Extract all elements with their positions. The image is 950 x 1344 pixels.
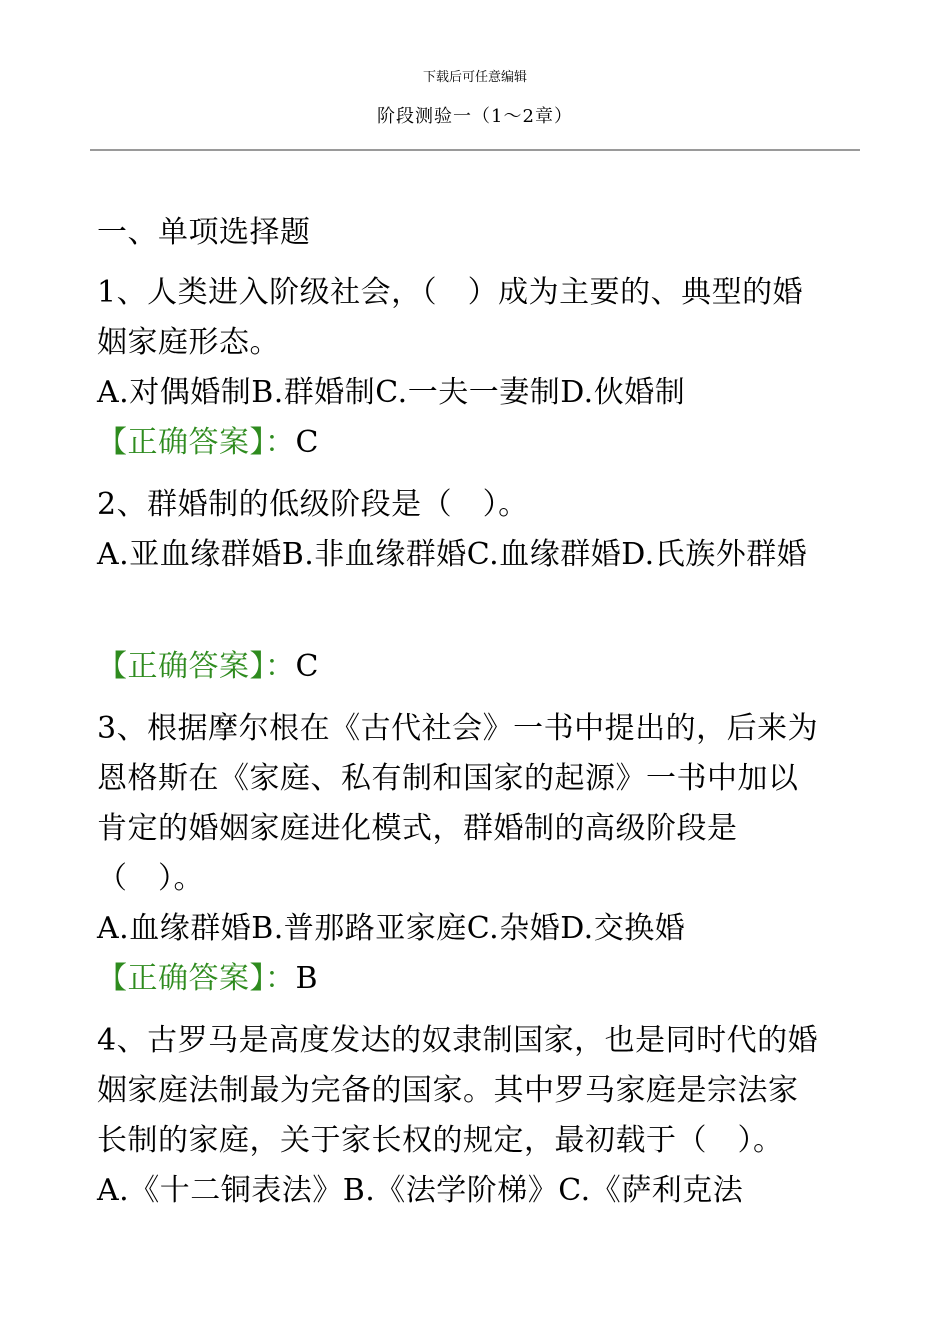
question-stem-line: 姻家庭形态。 <box>97 325 280 360</box>
question-options: A.血缘群婚B.普那路亚家庭C.杂婚D.交换婚 <box>97 911 686 946</box>
answer-value: C <box>295 649 319 684</box>
answer-line <box>97 418 857 468</box>
header-divider <box>90 149 860 151</box>
question-stem-line: 姻家庭法制最为完备的国家。其中罗马家庭是宗法家 <box>97 1073 799 1108</box>
blank-gap <box>97 580 857 642</box>
section-title: 一、单项选择题 <box>97 215 311 250</box>
document-body <box>97 208 857 1216</box>
question-stem-line: 恩格斯在《家庭、私有制和国家的起源》一书中加以 <box>97 761 799 796</box>
question-1 <box>97 268 857 468</box>
answer-label: 【正确答案】： <box>97 961 296 996</box>
download-note: 下载后可任意编辑 <box>422 70 527 85</box>
question-stem-line: 3、根据摩尔根在《古代社会》一书中提出的，后来为 <box>97 711 819 746</box>
question-options: A.亚血缘群婚B.非血缘群婚C.血缘群婚D.氏族外群婚 <box>97 537 808 572</box>
answer-value: C <box>295 425 319 460</box>
answer-label: 【正确答案】： <box>97 649 296 684</box>
question-stem-line: 肯定的婚姻家庭进化模式，群婚制的高级阶段是 <box>97 811 738 846</box>
question-3 <box>97 704 857 1004</box>
question-2 <box>97 480 857 692</box>
answer-line <box>97 642 857 692</box>
answer-line <box>97 954 857 1004</box>
question-stem-line: 4、古罗马是高度发达的奴隶制国家，也是同时代的婚 <box>97 1023 819 1058</box>
question-stem-line: （ ）。 <box>97 861 204 896</box>
question-4 <box>97 1016 857 1216</box>
answer-value: B <box>295 961 319 996</box>
question-stem-line: 1、人类进入阶级社会，（ ）成为主要的、典型的婚 <box>97 275 804 310</box>
answer-label: 【正确答案】： <box>97 425 296 460</box>
document-title: 阶段测验一（1～2章） <box>377 106 573 127</box>
question-stem-line: 长制的家庭，关于家长权的规定，最初载于（ ）。 <box>97 1123 784 1158</box>
question-options: A.《十二铜表法》B.《法学阶梯》C.《萨利克法 <box>97 1173 744 1208</box>
question-stem-line: 2、群婚制的低级阶段是（ ）。 <box>97 487 529 522</box>
question-options: A.对偶婚制B.群婚制C.一夫一妻制D.伙婚制 <box>97 375 686 410</box>
